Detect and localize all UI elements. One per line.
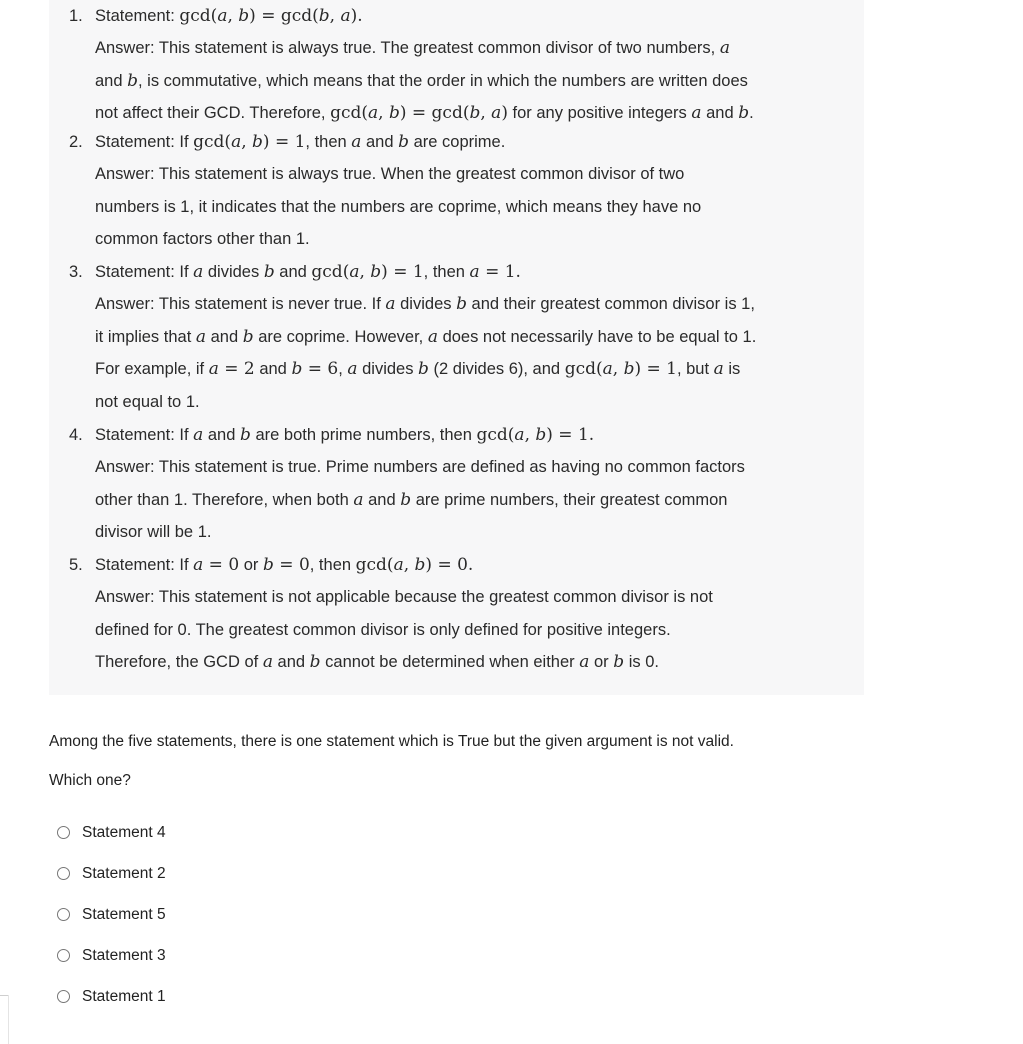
answer-line (95, 191, 701, 224)
options-group (57, 812, 166, 1017)
math-segment: a (262, 652, 273, 672)
text-segment: and (203, 426, 240, 444)
text-segment: Statement: (95, 7, 180, 25)
text-segment: Statement: If (95, 263, 194, 281)
text-segment: divides (357, 360, 419, 378)
math-segment: b (127, 70, 139, 91)
math-segment: b (623, 359, 635, 379)
math-segment: = 6 (302, 359, 339, 379)
math-segment: ) (501, 103, 508, 123)
text-segment: Statement: If (95, 556, 194, 574)
math-segment: a (208, 359, 219, 379)
math-segment: gcd( (311, 262, 350, 282)
math-segment: ) = 1 (262, 132, 306, 152)
text-segment: other than 1. Therefore, when both (95, 490, 354, 509)
math-segment: b (242, 326, 254, 347)
text-segment: (2 divides 6), and (428, 360, 565, 378)
answer-panel (49, 0, 864, 695)
text-segment: numbers is 1, it indicates that the numbers are coprime, which means they have no (95, 197, 702, 216)
text-segment: Statement: If (95, 133, 194, 151)
radio-button-icon[interactable] (57, 990, 70, 1003)
math-segment: , (227, 6, 239, 26)
math-segment: a (368, 103, 379, 123)
text-segment: and (95, 71, 128, 90)
math-segment: = 1. (479, 262, 521, 282)
statement-line (95, 419, 745, 451)
text-segment: it implies that (95, 327, 196, 346)
question-text: Among the five statements, there is one statement which is True but the given argument is not valid. (49, 733, 734, 750)
text-segment: Statement: If (95, 426, 194, 444)
math-segment: gcd( (476, 425, 515, 445)
answer-line (95, 65, 754, 98)
option-statement-4[interactable] (57, 812, 166, 853)
math-segment: , (403, 555, 415, 575)
text-segment: and (206, 327, 243, 346)
math-segment: gcd( (330, 103, 369, 123)
statement-line (95, 256, 756, 288)
math-segment: b (456, 294, 467, 314)
math-segment: b (318, 6, 330, 26)
math-segment: a (195, 326, 207, 347)
answer-line (95, 97, 754, 130)
math-segment: b (469, 103, 481, 123)
math-segment: a (691, 103, 702, 123)
option-label: Statement 5 (82, 905, 166, 923)
radio-button-icon[interactable] (57, 908, 70, 921)
text-segment: or (239, 556, 263, 574)
answer-line (95, 581, 713, 614)
text-segment: Answer: This statement is never true. If (95, 295, 386, 313)
option-label: Statement 2 (82, 864, 166, 882)
math-segment: a (427, 326, 438, 347)
math-segment: a (193, 555, 204, 575)
item-number: 4. (69, 426, 83, 444)
statement-line (95, 126, 701, 158)
answer-line (95, 32, 754, 65)
statement-item-4 (49, 419, 745, 549)
math-segment: a (602, 359, 613, 379)
text-segment: or (589, 653, 614, 671)
text-segment: divides (203, 263, 264, 281)
math-segment: a (231, 132, 242, 152)
text-segment: cannot be determined when either (320, 653, 580, 671)
answer-line (95, 614, 713, 647)
text-segment: common factors other than 1. (95, 230, 310, 248)
math-segment: b (535, 425, 547, 445)
math-segment: , (359, 262, 371, 282)
math-segment: gcd( (355, 555, 394, 575)
math-segment: b (370, 262, 382, 282)
item-number: 3. (69, 263, 83, 281)
math-segment: , (524, 425, 536, 445)
item-number: 1. (69, 7, 83, 25)
text-segment: are coprime. (409, 133, 506, 151)
answer-line (95, 288, 756, 321)
math-segment: a (579, 652, 590, 672)
math-segment: , (612, 359, 624, 379)
math-segment: a (351, 132, 362, 152)
option-label: Statement 4 (82, 823, 166, 841)
math-segment: ) = gcd( (249, 6, 319, 26)
text-segment: and (701, 104, 739, 122)
statement-line (95, 549, 713, 581)
answer-line (95, 321, 756, 354)
text-segment: , is commutative, which means that the order in which the numbers are written does (138, 71, 748, 90)
text-segment: and (272, 653, 310, 671)
answer-line (95, 223, 701, 256)
math-segment: ) = 1 (634, 359, 677, 379)
math-segment: ) = gcd( (399, 103, 470, 123)
math-segment: = 0 (203, 555, 240, 575)
text-segment: not equal to 1. (95, 392, 200, 411)
math-segment: ) = 1. (546, 425, 595, 445)
text-segment: Answer: This statement is always true. When the greatest common divisor of two (95, 165, 685, 183)
option-statement-5[interactable] (57, 894, 166, 935)
edge-divider-vertical (8, 995, 9, 1044)
answer-line (95, 158, 701, 191)
math-segment: a (385, 294, 396, 314)
answer-line (95, 516, 745, 549)
text-segment: , then (423, 263, 470, 281)
math-segment: a (719, 38, 730, 58)
text-segment: are both prime numbers, then (250, 426, 477, 444)
math-segment: b (414, 555, 426, 575)
text-segment: and (361, 133, 399, 151)
math-segment: b (291, 359, 303, 379)
math-segment: a (353, 489, 364, 510)
statement-line (95, 0, 754, 32)
math-segment: b (398, 132, 410, 152)
text-segment: defined for 0. The greatest common divisor is only defined for positive integers. (95, 620, 671, 639)
math-segment: a (347, 359, 358, 379)
math-segment: b (239, 425, 251, 445)
text-segment: and (274, 263, 312, 281)
math-segment: b (613, 652, 625, 672)
text-segment: divides (395, 295, 457, 313)
text-segment: and (363, 490, 401, 509)
text-segment: and their greatest common divisor is 1, (466, 295, 755, 313)
math-segment: gcd( (179, 6, 218, 26)
math-segment: gcd( (193, 132, 232, 152)
math-segment: = 2 (218, 359, 255, 379)
text-segment: Therefore, the GCD of (95, 653, 263, 671)
text-segment: . (749, 104, 754, 122)
text-segment: Answer: This statement is not applicable because the greatest common divisor is not (95, 588, 713, 606)
radio-button-icon[interactable] (57, 949, 70, 962)
math-segment: , (480, 103, 492, 123)
answer-line (95, 386, 756, 419)
math-segment: a (713, 359, 724, 379)
statement-item-3 (49, 256, 756, 418)
math-segment: b (309, 652, 321, 672)
text-segment: are coprime. However, (253, 327, 428, 346)
math-segment: a (491, 103, 502, 123)
math-segment: a (217, 6, 228, 26)
answer-line (95, 646, 713, 679)
math-segment: = 0 (273, 555, 310, 575)
text-segment: not affect their GCD. Therefore, (95, 104, 331, 122)
math-segment: a (193, 262, 204, 282)
text-segment: , then (309, 556, 356, 574)
option-label: Statement 3 (82, 946, 166, 964)
answer-line (95, 484, 745, 517)
statement-item-5 (49, 549, 713, 679)
math-segment: b (418, 359, 429, 379)
math-segment: a (349, 262, 360, 282)
math-segment: a (393, 555, 404, 575)
text-segment: for any positive integers (507, 104, 692, 122)
question-prompt: Which one? (49, 772, 131, 789)
edge-divider (0, 995, 8, 996)
option-statement-1[interactable] (57, 976, 166, 1017)
item-number: 2. (69, 133, 83, 151)
text-segment: Answer: This statement is true. Prime numbers are defined as having no common factors (95, 458, 745, 476)
math-segment: b (252, 132, 263, 152)
math-segment: b (400, 489, 412, 510)
math-segment: b (738, 103, 750, 123)
text-segment: , then (305, 133, 352, 151)
item-number: 5. (69, 556, 83, 574)
math-segment: b (263, 555, 274, 575)
statement-item-1 (49, 0, 754, 130)
math-segment: gcd( (564, 359, 603, 379)
text-segment: Answer: This statement is always true. The greatest common divisor of two numbers, (95, 39, 720, 57)
math-segment: ). (350, 6, 363, 26)
answer-line (95, 353, 756, 386)
option-statement-3[interactable] (57, 935, 166, 976)
option-statement-2[interactable] (57, 853, 166, 894)
statement-item-2 (49, 126, 701, 256)
text-segment: does not necessarily have to be equal to 1. (437, 327, 757, 346)
math-segment: a (514, 425, 525, 445)
text-segment: and (254, 360, 292, 378)
option-label: Statement 1 (82, 987, 166, 1005)
text-segment: , (338, 360, 348, 378)
answer-line (95, 451, 745, 484)
text-segment: is (723, 360, 741, 378)
radio-button-icon[interactable] (57, 826, 70, 839)
math-segment: a (469, 262, 480, 282)
math-segment: a (340, 6, 351, 26)
math-segment: b (238, 6, 250, 26)
radio-button-icon[interactable] (57, 867, 70, 880)
text-segment: , but (676, 360, 714, 378)
text-segment: For example, if (95, 360, 209, 378)
text-segment: is 0. (624, 653, 659, 671)
math-segment: ) = 0. (425, 555, 474, 575)
text-segment: are prime numbers, their greatest common (411, 490, 728, 509)
math-segment: , (329, 6, 341, 26)
math-segment: , (378, 103, 389, 123)
math-segment: b (388, 103, 400, 123)
math-segment: b (263, 262, 275, 282)
math-segment: , (241, 132, 253, 152)
text-segment: divisor will be 1. (95, 523, 212, 541)
math-segment: a (193, 425, 204, 445)
math-segment: ) = 1 (381, 262, 424, 282)
